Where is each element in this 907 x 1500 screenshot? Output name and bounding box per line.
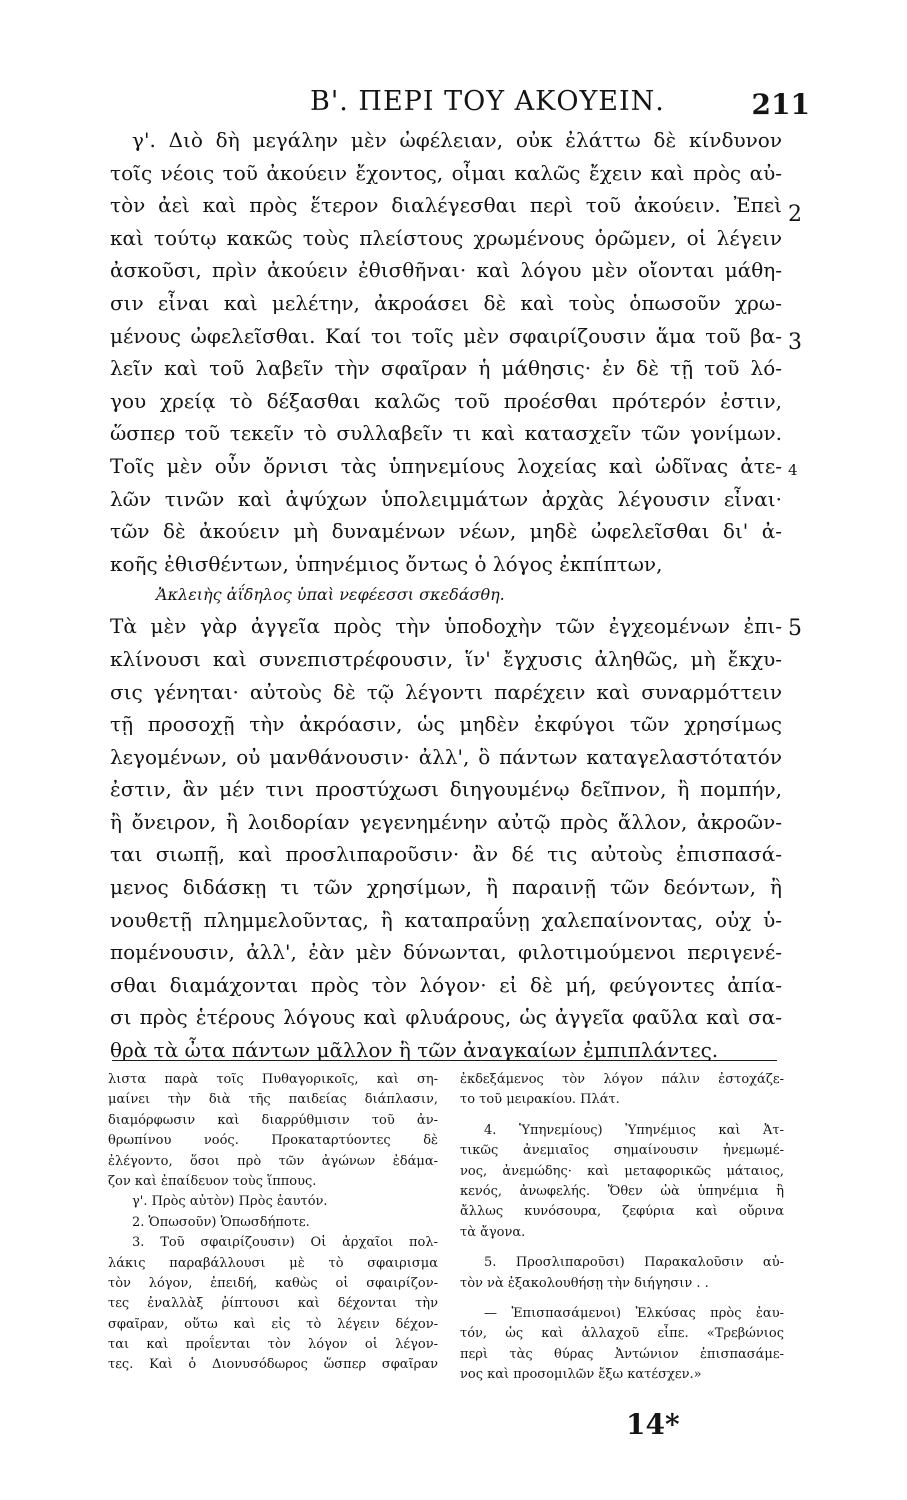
footnote-line: λάκις παραβάλλουσι μὲ τὸ σφαιρισμα (108, 1255, 438, 1271)
verse-quote: Ἀκλειὴς ἀΐδηλος ὑπαὶ νεφέεσσι σκεδάσθη. (156, 585, 505, 605)
text-line: σις γένηται· αὐτοὺς δὲ τῷ λέγοντι παρέχειν καὶ συναρμόττειν (110, 679, 782, 704)
footnote-line: περὶ τὰς θύρας Ἀντώνιον ἐπισπασάμε- (460, 1346, 784, 1362)
text-line: μένους ὠφελεῖσθαι. Καί τοι τοῖς μὲν σφαιρίζουσιν ἅμα τοῦ βα- (110, 323, 782, 348)
footnote-line: τες. Καὶ ὁ Διονυσόδωρος ὥσπερ σφαῖραν (108, 1357, 438, 1373)
margin-number: 5 (788, 616, 802, 641)
footnote-line: ἐλέγοντο, ὅσοι πρὸ τῶν ἀγώνων ἐδάμα- (108, 1153, 438, 1169)
footnote-line: 4. Ὑπηνεμίους) Ὑπηνέμιος καὶ Ἀτ- (484, 1122, 784, 1138)
footnote-line: τὸν νὰ ἐξακολουθήσῃ τὴν διήγησιν . . (460, 1275, 709, 1291)
footnote-line: νος, ἀνεμώδης· καὶ μεταφορικῶς μάταιος, (460, 1163, 784, 1179)
text-line: καὶ τούτῳ κακῶς τοὺς πλείστους χρωμένους ὁρῶμεν, οἱ λέγειν (110, 225, 782, 250)
main-text (110, 124, 782, 1067)
footnote-line: τικῶς ἀνεμιαῖος σημαίνουσιν ἠνεμωμέ- (460, 1143, 784, 1159)
footnote-line: 3. Τοῦ σφαιρίζουσιν) Οἱ ἀρχαῖοι πολ- (132, 1235, 438, 1251)
text-line: γ'. Διὸ δὴ μεγάλην μὲν ὠφέλειαν, οὐκ ἐλάττω δὲ κίνδυνον (132, 128, 782, 152)
footnote-line: γ'. Πρὸς αὐτὸν) Πρὸς ἑαυτόν. (132, 1194, 328, 1210)
footnote-line: τὸν λόγον, ἐπειδή, καθὼς οἱ σφαιρίζον- (108, 1275, 438, 1291)
text-line: λεγομένων, οὐ μανθάνουσιν· ἀλλ', ὃ πάντων καταγελαστότατόν (110, 744, 782, 769)
footnote-line: τόν, ὡς καὶ ἀλλαχοῦ εἶπε. «Τρεβώνιος (460, 1326, 784, 1342)
footnote-line: σφαῖραν, οὕτω καὶ εἰς τὸ λέγειν δέχον- (108, 1316, 438, 1332)
footnote-line: τες ἐναλλὰξ ῥίπτουσι καὶ δέχονται τὴν (108, 1296, 438, 1312)
footnote-line: το τοῦ μειρακίου. Πλάτ. (460, 1092, 620, 1108)
text-line: τῇ προσοχῇ τὴν ἀκρόασιν, ὡς μηδὲν ἐκφύγοι τῶν χρησίμως (110, 712, 782, 737)
text-line: ἢ ὄνειρον, ἢ λοιδορίαν γεγενημένην αὐτῷ πρὸς ἄλλον, ἀκροῶν- (110, 809, 782, 834)
footnote-line: νος καὶ προσομιλῶν ἔξω κατέσχεν.» (460, 1367, 702, 1383)
text-line: γου χρείᾳ τὸ δέξασθαι καλῶς τοῦ προέσθαι πρότερόν ἐστιν, (110, 388, 782, 413)
text-line: Τοῖς μὲν οὖν ὄρνισι τὰς ὑπηνεμίους λοχείας καὶ ὠδῖνας ἀτε- (110, 453, 782, 478)
footnote-line: ἐκδεξάμενος τὸν λόγον πάλιν ἐστοχάζε- (460, 1072, 784, 1087)
text-line: μενος διδάσκῃ τι τῶν χρησίμων, ἢ παραινῇ τῶν δεόντων, ἢ (110, 875, 782, 900)
footnotes-right-column (460, 1070, 784, 1385)
footnote-line: ται καὶ προΐενται τὸν λόγον οἱ λέγον- (108, 1337, 438, 1353)
text-line: ται σιωπῇ, καὶ προσλιπαροῦσιν· ἂν δέ τις αὐτοὺς ἐπισπασά- (110, 842, 782, 867)
footnote-line: μαίνει τὴν διὰ τῆς παιδείας διάπλασιν, (108, 1092, 438, 1108)
footnote-line: — Ἐπισπασάμενοι) Ἑλκύσας πρὸς ἑαυ- (484, 1305, 784, 1321)
text-line: κοῆς ἐθισθέντων, ὑπηνέμιος ὄντως ὁ λόγος ἐκπίπτων, (110, 551, 663, 576)
running-head (110, 80, 810, 120)
footnote-line: ἄλλως κυνόσουρα, ζεφύρια καὶ οὔρινα (460, 1204, 784, 1220)
text-line: θρὰ τὰ ὦτα πάντων μᾶλλον ἢ τῶν ἀναγκαίων ἐμπιπλάντες. (110, 1038, 719, 1063)
signature-mark: 14* (626, 1408, 680, 1441)
margin-number: 4 (788, 461, 798, 479)
footnote-line: 2. Ὁπωσοῦν) Ὁπωσδήποτε. (132, 1214, 310, 1230)
text-line: ἀσκοῦσι, πρὶν ἀκούειν ἐθισθῆναι· καὶ λόγου μὲν οἴονται μάθη- (110, 258, 782, 283)
footnote-line: τὰ ἄγονα. (460, 1224, 526, 1240)
footnote-line: θρωπίνου νοός. Προκαταρτύοντες δὲ (108, 1133, 438, 1149)
text-line: κλίνουσι καὶ συνεπιστρέφουσιν, ἵν' ἔγχυσις ἀληθῶς, μὴ ἔκχυ- (110, 646, 782, 671)
footnote-line: λιστα παρὰ τοῖς Πυθαγορικοῖς, καὶ ση- (108, 1072, 438, 1087)
text-line: ὥσπερ τοῦ τεκεῖν τὸ συλλαβεῖν τι καὶ κατασχεῖν τῶν γονίμων. (110, 421, 782, 446)
text-line: λεῖν καὶ τοῦ λαβεῖν τὴν σφαῖραν ἡ μάθησις· ἐν δὲ τῇ τοῦ λό- (110, 356, 782, 381)
footnote-line: διαμόρφωσιν καὶ διαρρύθμισιν τοῦ ἀν- (108, 1112, 438, 1128)
text-line: σι πρὸς ἑτέρους λόγους καὶ φλυάρους, ὡς ἀγγεῖα φαῦλα καὶ σα- (110, 1005, 782, 1030)
text-line: λῶν τινῶν καὶ ἀψύχων ὑπολειμμάτων ἀρχὰς λέγουσιν εἶναι· (110, 486, 782, 511)
text-line: πομένουσιν, ἀλλ', ἐὰν μὲν δύνωνται, φιλοτιμούμενοι περιγενέ- (110, 940, 782, 965)
margin-number: 2 (788, 202, 802, 227)
running-title: B'. ΠΕΡΙ ΤΟΥ ΑΚΟΥΕΙΝ. (310, 86, 665, 117)
text-line: τὸν ἀεὶ καὶ πρὸς ἕτερον διαλέγεσθαι περὶ τοῦ ἀκούειν. Ἐπεὶ (110, 193, 782, 218)
page-number: 211 (751, 88, 810, 121)
text-line: τοῖς νέοις τοῦ ἀκούειν ἔχοντος, οἶμαι καλῶς ἔχειν καὶ πρὸς αὐ- (110, 160, 782, 185)
text-line: τῶν δὲ ἀκούειν μὴ δυναμένων νέων, μηδὲ ὠφελεῖσθαι δι' ἀ- (110, 519, 782, 544)
text-line: σιν εἶναι καὶ μελέτην, ἀκροάσει δὲ καὶ τοὺς ὁπωσοῦν χρω- (110, 290, 782, 315)
footnote-line: 5. Προσλιπαροῦσι) Παρακαλοῦσιν αὐ- (484, 1255, 784, 1271)
footnote-rule (112, 1060, 777, 1061)
text-line: ἐστιν, ἂν μέν τινι προστύχωσι διηγουμένῳ δεῖπνον, ἢ πομπήν, (110, 777, 782, 802)
footnotes-left-column (108, 1070, 438, 1376)
footnote-line: κενός, ἀνωφελής. Ὅθεν ὠὰ ὑπηνέμια ἢ (460, 1183, 784, 1199)
text-line: σθαι διαμάχονται πρὸς τὸν λόγον· εἰ δὲ μή, φεύγοντες ἀπία- (110, 972, 782, 997)
footnote-line: ζον καὶ ἐπαίδευον τοὺς ἵππους. (108, 1173, 317, 1189)
text-line: Τὰ μὲν γὰρ ἀγγεῖα πρὸς τὴν ὑποδοχὴν τῶν ἐγχεομένων ἐπι- (110, 614, 782, 639)
margin-number: 3 (788, 330, 802, 355)
text-line: νουθετῇ πλημμελοῦντας, ἢ καταπραΰνῃ χαλεπαίνοντας, οὐχ ὑ- (110, 907, 782, 932)
